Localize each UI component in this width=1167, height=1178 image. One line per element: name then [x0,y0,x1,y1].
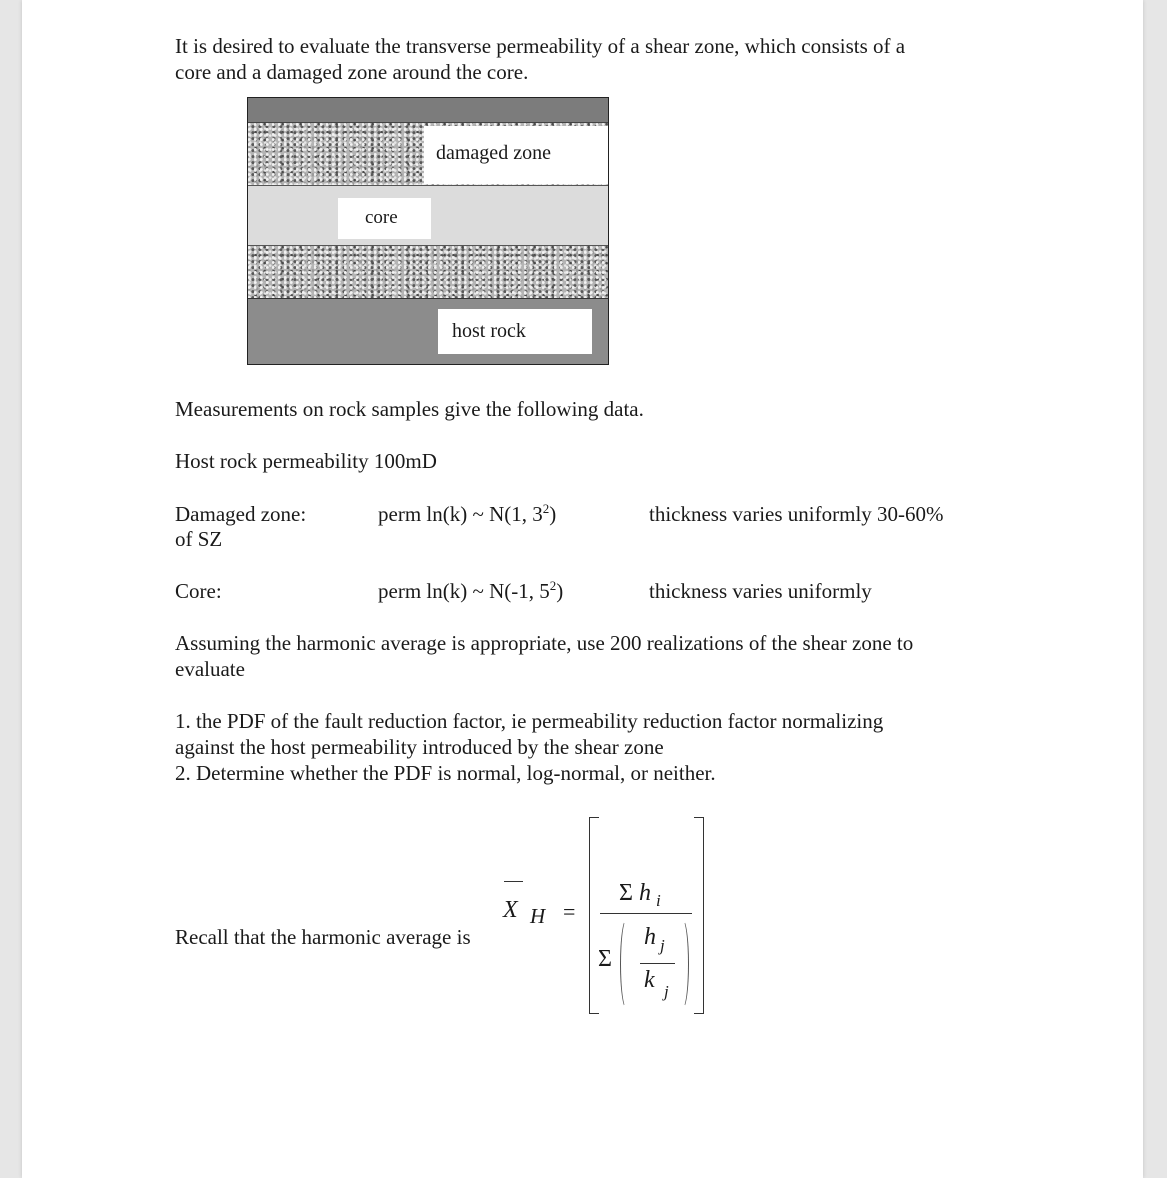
right-paren [676,919,689,1009]
intro-line-1: It is desired to evaluate the transverse permeability of a shear zone, which consists of a [175,34,906,58]
j-subscript-h: j [660,936,665,955]
measurements-intro: Measurements on rock samples give the following data. [175,397,644,421]
core-label-text: Core: [175,579,222,603]
document-page [22,0,1143,1178]
j-subscript-k: j [664,982,669,1001]
i-subscript: i [656,891,661,910]
task-1-line-2: against the host permeability introduced by the shear zone [175,735,664,759]
equals-sign: = [563,899,576,924]
core-thickness: thickness varies uniformly [649,579,872,603]
damaged-zone-thickness: thickness varies uniformly 30-60% [649,502,944,526]
damaged-zone-label: damaged zone [424,126,609,184]
recall-text: Recall that the harmonic average is [175,925,471,949]
h-numerator: h [639,880,651,906]
xbar-overline [504,881,523,882]
host-rock-label: host rock [438,309,592,354]
k-denominator: k [644,967,655,993]
core-label: core [338,198,431,239]
intro-line-2: core and a damaged zone around the core. [175,60,529,84]
assumption-line-1: Assuming the harmonic average is appropriate, use 200 realizations of the shear zone to [175,631,914,655]
h-denominator: h [644,924,656,950]
damaged-zone-label-text: Damaged zone: [175,502,307,526]
left-paren [620,919,633,1009]
task-1-line-1: 1. the PDF of the fault reduction factor, ie permeability reduction factor normalizing [175,709,884,733]
main-fraction-line [600,913,692,914]
task-2: 2. Determine whether the PDF is normal, log-normal, or neither. [175,761,716,785]
right-bracket [694,817,704,1014]
damaged-zone-band-lower [248,246,608,299]
assumption-line-2: evaluate [175,657,245,681]
left-bracket [589,817,599,1014]
core-perm: perm ln(k) ~ N(-1, $5^2$) [378,578,564,603]
host-rock-permeability: Host rock permeability 100mD [175,449,437,473]
top-host-band [248,98,608,123]
inner-fraction-line [640,963,675,964]
shear-zone-diagram [247,97,609,365]
sigma-denominator: Σ [598,946,612,972]
damaged-zone-thickness-cont: of SZ [175,527,223,551]
xbar-symbol: X [503,897,518,923]
xbar-subscript: H [530,904,546,928]
damaged-zone-perm: perm ln(k) ~ N(1, $3^2$) [378,501,557,526]
sigma-numerator: Σ [619,880,633,906]
